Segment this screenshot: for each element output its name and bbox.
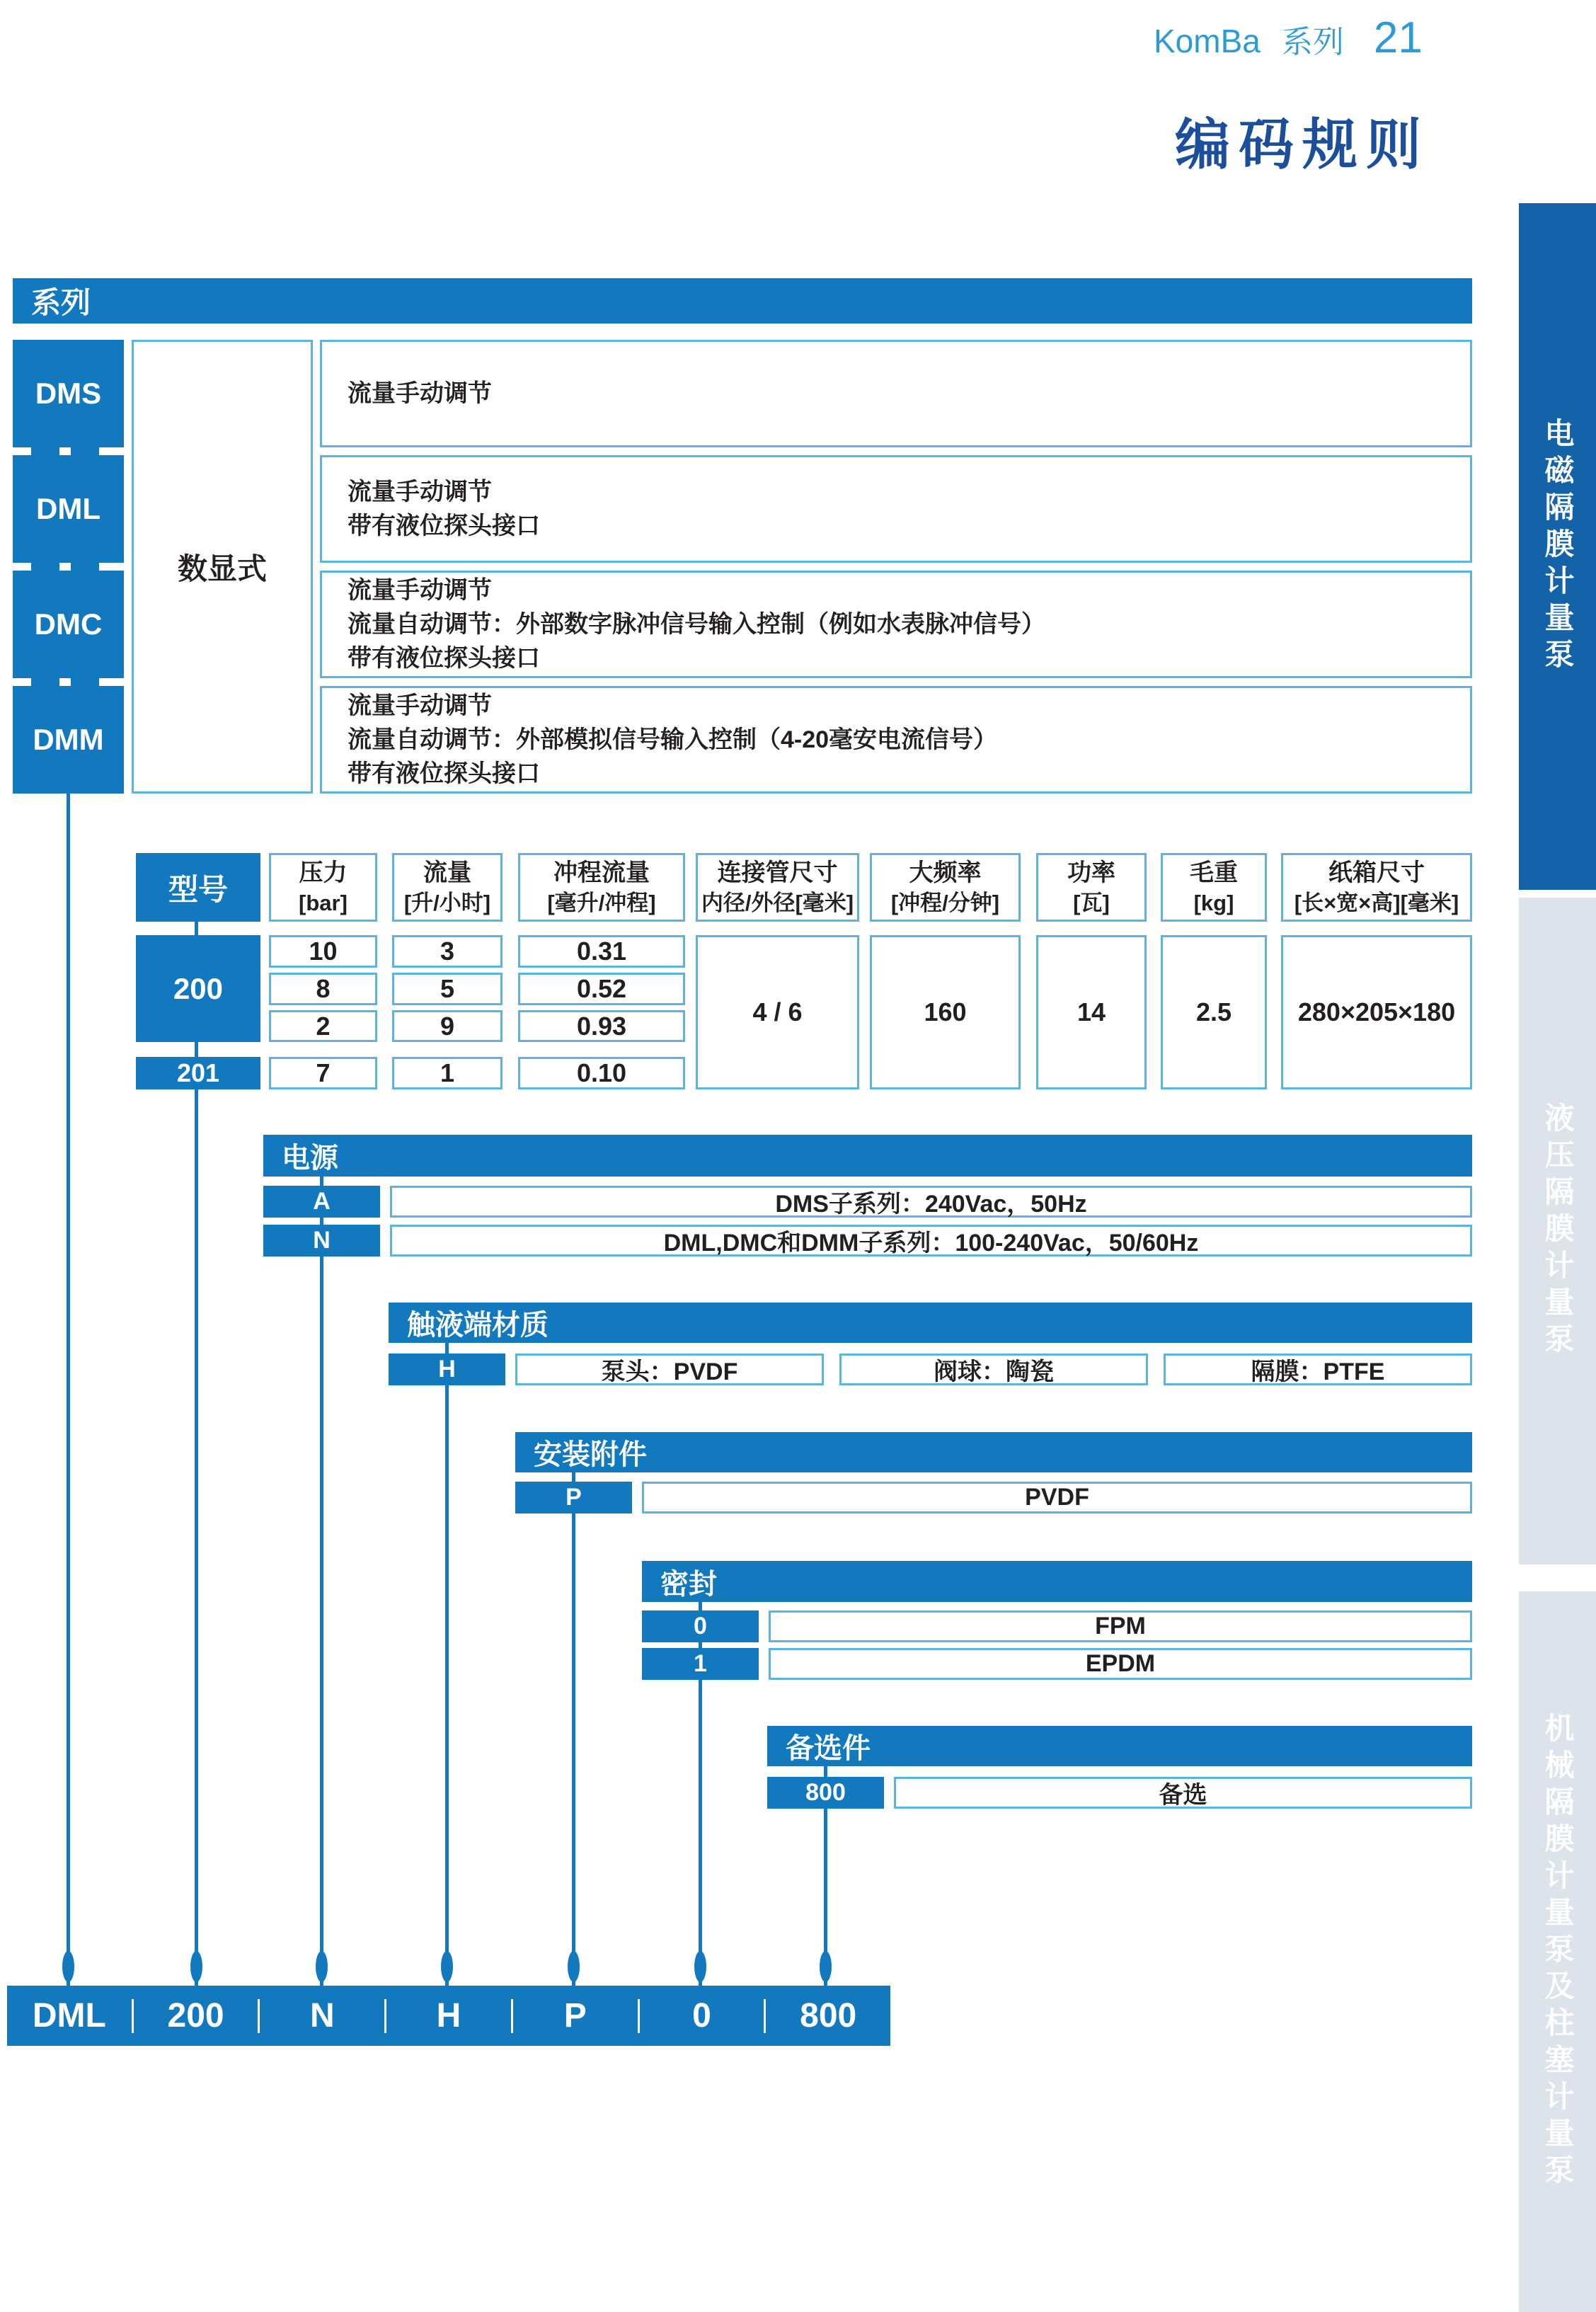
seal-desc-epdm: EPDM: [769, 1648, 1472, 1680]
power-desc-n: DML,DMC和DMM子系列：100-240Vac，50/60Hz: [390, 1225, 1472, 1257]
code-cell-p: P: [515, 1482, 632, 1513]
connector-dot: [316, 1951, 328, 1982]
page-title: 编码规则: [1174, 113, 1430, 176]
connector-dot: [820, 1951, 832, 1982]
connector-line: [195, 1042, 198, 1057]
connector-line-material: [445, 1385, 449, 1986]
mounting-desc: PVDF: [642, 1482, 1472, 1513]
brand-series-text: 系列: [1281, 25, 1344, 59]
running-head: [1154, 13, 1423, 63]
spec-merged-power: 14: [1036, 935, 1147, 1089]
series-code-dms: DMS: [13, 340, 124, 447]
desc-line: 流量手动调节: [348, 380, 492, 407]
section-bar-mounting: [515, 1432, 1472, 1472]
desc-line: 流量手动调节: [348, 479, 492, 505]
desc-line: 带有液位探头接口: [348, 645, 540, 672]
series-desc-dmm: [320, 686, 1472, 794]
connector-line-model: [195, 1089, 198, 1986]
code-segment-seal: 0: [692, 1997, 711, 2035]
spec-merged-frequency: 160: [870, 935, 1021, 1089]
spec-merged-carton: 280×205×180: [1281, 935, 1472, 1089]
section-label: 电源: [282, 1143, 338, 1174]
spec-header-carton: 纸箱尺寸 [长×宽×高][毫米]: [1281, 853, 1472, 922]
model-code-bar: [7, 1986, 890, 2046]
connector-tab: [71, 447, 99, 456]
connector-line: [572, 1472, 575, 1482]
sidebar-tab-electromagnetic: [1519, 203, 1596, 890]
spec-value: 3: [392, 935, 503, 968]
spec-value: 0.31: [518, 935, 685, 968]
spec-value: 5: [392, 973, 503, 1005]
code-segment-model: 200: [167, 1997, 224, 2035]
spec-value: 7: [269, 1057, 377, 1089]
connector-line-seal: [699, 1680, 702, 1986]
spec-value: 1: [392, 1057, 503, 1089]
page-number: 21: [1373, 13, 1423, 62]
code-cell-0: 0: [642, 1610, 759, 1642]
connector-tab: [71, 678, 99, 687]
spec-header-weight: 毛重 [kg]: [1161, 853, 1267, 922]
spec-value: 0.52: [518, 973, 685, 1005]
spec-model-header: 型号: [136, 853, 260, 922]
section-label: 触液端材质: [407, 1310, 549, 1341]
connector-tab: [31, 563, 59, 571]
spec-model-201: 201: [136, 1057, 260, 1089]
spec-value: 0.10: [518, 1057, 685, 1089]
brand-text: KomBa: [1154, 23, 1261, 59]
series-desc-dms: [320, 340, 1472, 447]
code-cell-1: 1: [642, 1648, 759, 1680]
code-segment-series: DML: [32, 1997, 106, 2035]
section-bar-options: [767, 1726, 1472, 1766]
sidebar-tab-label: 液压隔膜计量泵: [1541, 1102, 1575, 1360]
connector-line: [320, 1177, 323, 1186]
section-bar-seal: [642, 1561, 1472, 1602]
material-diaphragm: 隔膜：PTFE: [1164, 1354, 1472, 1385]
spec-value: 0.93: [518, 1010, 685, 1042]
desc-line: 带有液位探头接口: [348, 760, 540, 787]
display-type-cell: 数显式: [132, 340, 313, 794]
code-segment-mounting: P: [563, 1997, 587, 2035]
connector-line: [445, 1343, 449, 1354]
code-cell-n: N: [263, 1225, 380, 1257]
desc-line: 流量手动调节: [348, 692, 492, 719]
spec-value: 8: [269, 973, 377, 1005]
spec-merged-weight: 2.5: [1161, 935, 1267, 1089]
series-code-dmm: DMM: [13, 686, 124, 794]
spec-header-pressure: 压力 [bar]: [269, 853, 377, 922]
connector-line: [699, 1642, 702, 1648]
connector-line: [699, 1602, 702, 1610]
connector-line: [195, 922, 198, 935]
series-bar-label: 系列: [31, 286, 91, 319]
material-pump-head: 泵头：PVDF: [515, 1354, 824, 1385]
connector-line: [320, 1218, 323, 1225]
material-valve-ball: 阀球：陶瓷: [839, 1354, 1148, 1385]
connector-line-power: [320, 1257, 323, 1986]
spec-model-200: 200: [136, 935, 260, 1042]
spec-value: 9: [392, 1010, 503, 1042]
seal-desc-fpm: FPM: [769, 1610, 1472, 1642]
sidebar-tab-label: 电磁隔膜计量泵: [1541, 418, 1575, 675]
power-desc-a: DMS子系列：240Vac，50Hz: [390, 1186, 1472, 1218]
section-bar-material: [389, 1303, 1472, 1343]
series-desc-dmc: [320, 571, 1472, 678]
code-segment-options: 800: [800, 1997, 857, 2035]
series-code-dmc: DMC: [13, 571, 124, 678]
spec-header-flow: 流量 [升/小时]: [392, 853, 503, 922]
spec-header-frequency: 大频率 [冲程/分钟]: [870, 853, 1021, 922]
spec-header-power: 功率 [瓦]: [1036, 853, 1147, 922]
connector-tab: [71, 563, 99, 571]
connector-line-mounting: [572, 1513, 575, 1986]
code-segment-material: H: [436, 1997, 461, 2035]
connector-dot: [190, 1951, 202, 1982]
connector-line: [824, 1766, 827, 1777]
spec-value: 10: [269, 935, 377, 968]
desc-line: 流量自动调节：外部模拟信号输入控制（4-20毫安电流信号）: [348, 726, 998, 753]
section-label: 安装附件: [534, 1439, 647, 1470]
spec-value: 2: [269, 1010, 377, 1042]
section-label: 备选件: [786, 1733, 871, 1764]
spec-merged-pipe: 4 / 6: [696, 935, 859, 1089]
spec-header-pipe-size: 连接管尺寸 内径/外径[毫米]: [696, 853, 859, 922]
series-code-dml: DML: [13, 455, 124, 563]
code-cell-a: A: [263, 1186, 380, 1218]
desc-line: 带有液位探头接口: [348, 513, 540, 539]
section-label: 密封: [660, 1568, 717, 1600]
connector-tab: [31, 678, 59, 687]
connector-line-series: [67, 794, 70, 1986]
series-section-bar: [13, 278, 1472, 324]
code-cell-h: H: [389, 1354, 505, 1385]
options-desc: 备选: [894, 1777, 1472, 1809]
connector-dot: [568, 1951, 580, 1982]
code-segment-power: N: [309, 1997, 335, 2035]
desc-line: 流量手动调节: [348, 577, 492, 604]
connector-dot: [441, 1951, 453, 1982]
sidebar-tab-hydraulic: [1519, 898, 1596, 1564]
sidebar-tab-mechanical: [1519, 1591, 1596, 2312]
code-cell-800: 800: [767, 1777, 884, 1809]
sidebar-tab-label: 机械隔膜计量泵及柱塞计量泵: [1541, 1712, 1575, 2191]
section-bar-power: [263, 1135, 1472, 1177]
series-desc-dml: [320, 455, 1472, 563]
connector-tab: [31, 447, 59, 456]
desc-line: 流量自动调节：外部数字脉冲信号输入控制（例如水表脉冲信号）: [348, 611, 1045, 638]
connector-dot: [694, 1951, 706, 1982]
spec-header-stroke-volume: 冲程流量 [毫升/冲程]: [518, 853, 685, 922]
connector-dot: [62, 1951, 74, 1982]
